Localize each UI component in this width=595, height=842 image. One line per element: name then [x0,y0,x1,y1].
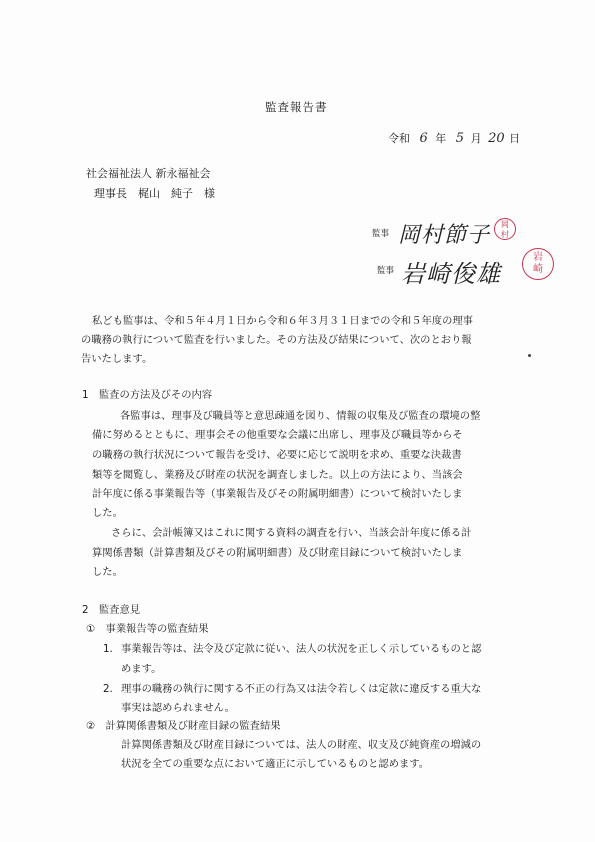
sub-2-line-1: 計算関係書類及び財産目録については、法人の財産、収支及び純資産の増減の [121,739,482,751]
auditor-2-label: 監事 [377,266,395,276]
intro-line-2: の職務の執行について監査を行いました。その方法及び結果について、次のとおり報 [81,334,472,346]
section-1-para-2-line-2: 算関係書類（計算書類及びその附属明細書）及び財産目録について検討いたしま [92,547,463,559]
date-month-unit: 月 [470,132,482,145]
auditor-1-signature: 岡村節子 [398,223,491,248]
scan-speck [528,354,531,357]
section-1-heading: 1 監査の方法及びその内容 [82,389,213,401]
section-1-para-1-line-5: 計年度に係る事業報告等（事業報告及びその附属明細書）について検討いたしま [92,488,463,500]
auditor-2-seal-text: 岩崎 [533,252,543,275]
auditor-1-label: 監事 [372,229,390,239]
section-2-sub-2-heading: ② 計算関係書類及び財産目録の監査結果 [86,720,281,732]
date-era: 令和 [388,132,410,145]
date-day-unit: 日 [509,132,521,145]
section-2-heading: 2 監査意見 [82,604,141,616]
intro-line-1: 私ども監事は、令和５年４月１日から令和６年３月３１日までの令和５年度の理事 [92,315,473,327]
sub-1-item-1-number: 1. [103,643,113,655]
section-2-sub-1-heading: ① 事業報告等の監査結果 [86,623,209,635]
section-1-para-1-line-1: 各監事は、理事及び職員等と意思疎通を図り、情報の収集及び監査の環境の整 [120,410,481,422]
sub-1-item-2-line-2: 事実は認められません。 [121,702,235,714]
sub-1-item-1-line-1: 事業報告等は、法令及び定款に従い、法人の状況を正しく示しているものと認 [121,643,482,655]
intro-line-3: 告いたします。 [81,353,153,365]
auditor-1-seal [494,218,516,240]
auditor-1-seal-text: 岡村 [501,220,509,239]
date-year-unit: 年 [435,132,447,145]
sub-1-item-1-line-2: めます。 [121,663,162,675]
section-1-para-1-line-3: の職務の執行状況について報告を受け、必要に応じて説明を求め、重要な決裁書 [92,449,462,461]
section-1-para-1-line-2: 備に努めるとともに、理事会その他重要な会議に出席し、理事及び職員等からそ [92,429,463,441]
date-year: 6 [419,131,428,146]
section-1-para-1-line-6: した。 [92,507,123,519]
sub-1-item-2-line-1: 理事の職務の執行に関する不正の行為又は法令若しくは定款に違反する重大な [121,683,482,695]
date-month: 5 [455,131,465,146]
document-date [388,130,520,146]
sub-2-line-2: 状況を全ての重要な点において適正に示しているものと認めます。 [121,758,430,770]
section-1-para-2-line-1: さらに、会計帳簿又はこれに関する資料の調査を行い、当該会計年度に係る計 [111,527,472,539]
auditor-2-signature: 岩崎俊雄 [401,260,501,288]
sub-1-item-2-number: 2. [103,683,113,695]
date-day: 20 [488,131,505,146]
auditor-2-seal [522,248,554,280]
recipient-organization: 社会福祉法人 新永福祉会 [86,167,211,180]
document-title: 監査報告書 [265,100,328,114]
section-1-para-1-line-4: 類等を閲覧し、業務及び財産の状況を調査しました。以上の方法により、当該会 [92,469,463,481]
section-1-para-2-line-3: した。 [92,566,123,578]
recipient-person: 理事長 梶山 純子 様 [94,187,215,200]
